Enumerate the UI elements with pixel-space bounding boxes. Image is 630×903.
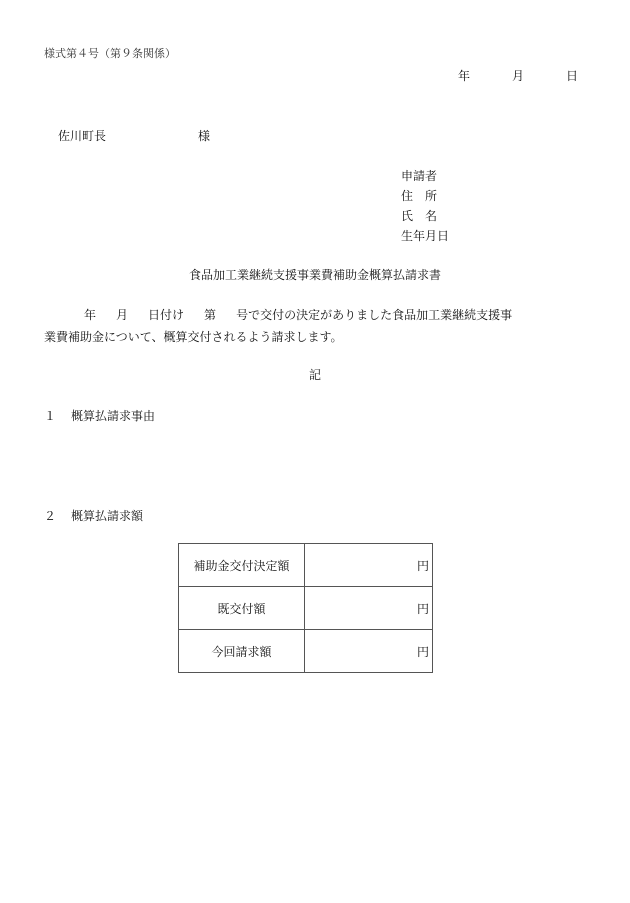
- body-year: 年: [84, 308, 97, 322]
- body-number-prefix: 第: [204, 308, 217, 322]
- amount-cell: 円: [305, 630, 433, 673]
- amount-table: [178, 543, 433, 673]
- row-label: 補助金交付決定額: [179, 544, 305, 587]
- section-2: [44, 507, 143, 524]
- date-day: 日: [566, 69, 579, 83]
- section-1: [44, 407, 155, 424]
- document-title: 食品加工業継続支援事業費補助金概算払請求書: [188, 268, 441, 282]
- applicant-birthdate-label: 生年月日: [401, 229, 450, 243]
- section-1-number: １: [44, 409, 57, 423]
- body-month: 月: [116, 308, 129, 322]
- ki-heading: 記: [308, 368, 321, 382]
- form-number: 様式第４号（第９条関係）: [44, 47, 176, 60]
- applicant-address-label: 住 所: [401, 189, 438, 203]
- section-2-heading: 概算払請求額: [71, 509, 144, 523]
- recipient: [58, 127, 210, 144]
- table-row: [179, 587, 433, 630]
- row-label: 今回請求額: [179, 630, 305, 673]
- recipient-name: 佐川町長: [58, 129, 107, 143]
- table-row: [179, 544, 433, 587]
- amount-cell: 円: [305, 587, 433, 630]
- section-1-heading: 概算払請求事由: [71, 409, 156, 423]
- section-2-number: ２: [44, 509, 57, 523]
- recipient-honorific: 様: [198, 129, 211, 143]
- date-year: 年: [458, 69, 471, 83]
- applicant-name-label: 氏 名: [401, 209, 438, 223]
- date-month: 月: [512, 69, 525, 83]
- body-date-suffix: 日付け: [148, 308, 185, 322]
- body-line1: 号で交付の決定がありました食品加工業継続支援事: [236, 308, 513, 322]
- amount-cell: 円: [305, 544, 433, 587]
- row-label: 既交付額: [179, 587, 305, 630]
- date-line: [458, 67, 578, 84]
- request-body: [44, 304, 592, 348]
- body-line2: 業費補助金について、概算交付されるよう請求します。: [44, 330, 343, 344]
- applicant-heading: 申請者: [401, 169, 438, 183]
- table-row: [179, 630, 433, 673]
